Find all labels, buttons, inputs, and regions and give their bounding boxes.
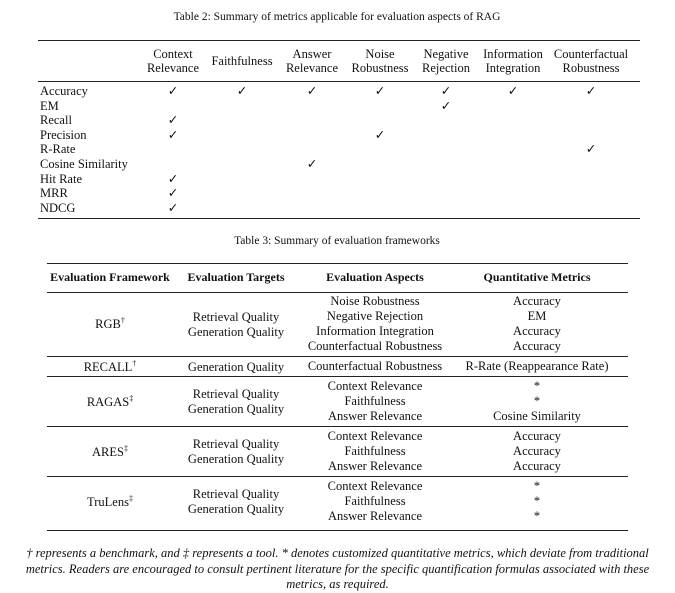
evaluation-target: Generation Quality [187, 502, 285, 516]
column-header: Evaluation Framework [50, 270, 170, 284]
column-header: Evaluation Aspects [326, 270, 424, 284]
table-rule [47, 476, 628, 477]
quantitative-metric: Cosine Similarity [493, 409, 581, 423]
column-header: Faithfulness [211, 54, 273, 68]
quantitative-metric: EM [527, 309, 547, 323]
framework-mark: ‡ [123, 443, 128, 453]
evaluation-target: Generation Quality [187, 359, 285, 374]
quantitative-metric: Accuracy [513, 429, 561, 443]
metric-label: R-Rate [40, 142, 76, 157]
table-rule [47, 530, 628, 531]
evaluation-aspect: Counterfactual Robustness [307, 339, 443, 353]
table-rule [38, 218, 640, 219]
check-mark: ✓ [167, 200, 179, 215]
evaluation-aspect: Answer Relevance [327, 459, 423, 473]
evaluation-target: Retrieval Quality [192, 437, 280, 451]
table2-caption: Table 2: Summary of metrics applicable for evaluation aspects of RAG [173, 11, 501, 23]
metric-label: Hit Rate [40, 171, 83, 186]
table-rule [47, 356, 628, 357]
check-mark: ✓ [236, 84, 248, 98]
check-mark: ✓ [440, 98, 452, 113]
evaluation-aspect: Faithfulness [344, 394, 406, 408]
table-rule [47, 376, 628, 377]
framework-name: RECALL† [83, 358, 137, 374]
column-header: Relevance [285, 61, 339, 75]
evaluation-aspect: Negative Rejection [326, 309, 424, 323]
check-mark: ✓ [306, 84, 318, 98]
table-rule [47, 263, 628, 264]
framework-name: TruLens‡ [87, 493, 133, 509]
metric-label: EM [40, 98, 59, 113]
check-mark: ✓ [440, 84, 452, 98]
column-header: Rejection [422, 61, 470, 75]
evaluation-target: Generation Quality [187, 402, 285, 416]
framework-mark: † [120, 316, 125, 325]
column-header: Robustness [562, 61, 620, 75]
footnote: † represents a benchmark, and ‡ represents a tool. * denotes customized quantitative metrics, which deviate from traditional metrics. Readers are encouraged to consult pertinent literature for the specific quantification formulas associated with these metrics, as required. [25, 546, 650, 591]
check-mark: ✓ [374, 84, 386, 98]
check-mark: ✓ [167, 113, 179, 128]
quantitative-metric: * [533, 479, 541, 493]
evaluation-aspect: Context Relevance [327, 429, 423, 443]
quantitative-metric: Accuracy [513, 324, 561, 338]
evaluation-target: Generation Quality [187, 452, 285, 466]
framework-name: RGB† [95, 316, 125, 331]
evaluation-aspect: Noise Robustness [330, 294, 420, 308]
quantitative-metric: * [533, 509, 541, 523]
column-header: Answer [292, 47, 332, 61]
column-header: Quantitative Metrics [483, 270, 591, 284]
column-header: Relevance [146, 61, 200, 75]
quantitative-metric: * [533, 379, 541, 393]
check-mark: ✓ [585, 84, 597, 98]
framework-mark: ‡ [129, 393, 134, 403]
metric-label: Recall [40, 113, 72, 128]
column-header: Integration [485, 61, 541, 75]
evaluation-target: Retrieval Quality [192, 309, 280, 324]
column-header: Negative [423, 47, 469, 61]
metric-label: MRR [40, 186, 68, 201]
framework-name: ARES‡ [92, 443, 128, 459]
check-mark: ✓ [585, 142, 597, 157]
evaluation-aspect: Faithfulness [344, 494, 406, 508]
column-header: Context [153, 47, 193, 61]
evaluation-aspect: Information Integration [316, 324, 434, 338]
evaluation-aspect: Counterfactual Robustness [307, 359, 443, 373]
table-rule [38, 81, 640, 82]
framework-mark: † [132, 358, 137, 368]
check-mark: ✓ [167, 186, 179, 201]
metric-label: Cosine Similarity [40, 157, 128, 171]
quantitative-metric: Accuracy [513, 294, 561, 308]
quantitative-metric: Accuracy [513, 339, 561, 353]
evaluation-target: Retrieval Quality [192, 387, 280, 401]
column-header: Noise [365, 47, 395, 61]
metric-label: Accuracy [40, 84, 88, 98]
check-mark: ✓ [374, 127, 386, 142]
column-header: Counterfactual [553, 47, 629, 61]
column-header: Evaluation Targets [187, 270, 285, 284]
table-rule [38, 40, 640, 41]
evaluation-target: Retrieval Quality [192, 487, 280, 501]
metric-label: NDCG [40, 200, 76, 215]
evaluation-aspect: Context Relevance [327, 379, 423, 393]
quantitative-metric: Accuracy [513, 444, 561, 458]
evaluation-aspect: Faithfulness [344, 444, 406, 458]
evaluation-aspect: Answer Relevance [327, 409, 423, 423]
check-mark: ✓ [507, 84, 519, 98]
column-header: Robustness [351, 61, 409, 75]
evaluation-aspect: Context Relevance [327, 479, 423, 493]
metric-label: Precision [40, 127, 87, 142]
table3-caption: Table 3: Summary of evaluation frameworks [234, 235, 440, 247]
quantitative-metric: R-Rate (Reappearance Rate) [465, 359, 609, 373]
table-rule [47, 426, 628, 427]
check-mark: ✓ [167, 127, 179, 142]
check-mark: ✓ [167, 84, 179, 98]
evaluation-target: Generation Quality [187, 324, 285, 339]
quantitative-metric: Accuracy [513, 459, 561, 473]
quantitative-metric: * [533, 394, 541, 408]
evaluation-aspect: Answer Relevance [327, 509, 423, 523]
quantitative-metric: * [533, 494, 541, 508]
column-header: Information [483, 47, 543, 61]
check-mark: ✓ [167, 171, 179, 186]
framework-mark: ‡ [128, 493, 133, 503]
check-mark: ✓ [306, 157, 318, 171]
framework-name: RAGAS‡ [86, 393, 134, 409]
table-rule [47, 292, 628, 293]
